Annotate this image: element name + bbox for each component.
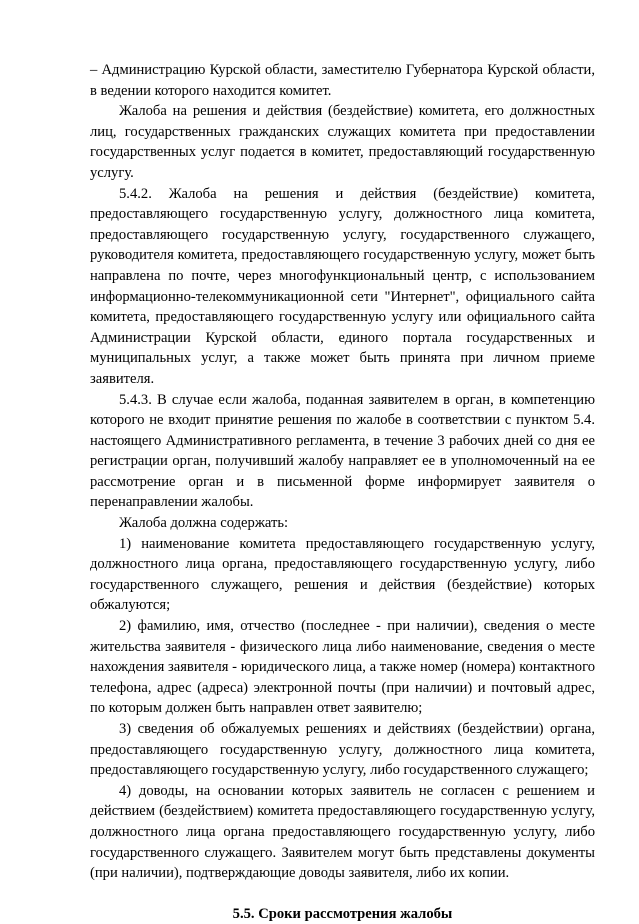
paragraph-complaint-contents: Жалоба должна содержать: [119,515,289,532]
section-heading: 5.5. Сроки рассмотрения жалобы [232,905,453,922]
document-page [90,60,595,924]
paragraph-5-4-3: 5.4.3. В случае если жалоба, поданная заявителем в орган, в компетенцию которого не входит принятие решения по жалобе в соответствии с пунктом 5.4. настоящего Административного регламента, в течение 3 рабочих дней со дня ее регистрации орган, получивший жалобу направляет ее в уполномоченный на ее рассмотрение орган и в письменной форме информирует заявителя о перенаправлении жалобы. [90,391,595,511]
list-item-1: 1) наименование комитета предоставляющего государственную услугу, должностного лица органа, предоставляющего государственную услугу, либо государственного служащего, решения и действия (бездействие) которых обжалуются; [90,535,595,614]
list-item-3: 3) сведения об обжалуемых решениях и действиях (бездействии) органа, предоставляющего государственную услугу, должностного лица комитета, предоставляющего государственную услугу, либо государственного служащего; [90,721,595,779]
list-item-2: 2) фамилию, имя, отчество (последнее - при наличии), сведения о месте жительства заявителя - физического лица либо наименование, сведения о месте нахождения заявителя - юридического лица, а также номер (номера) контактного телефона, адрес (адреса) электронной почты (при наличии) и почтовый адрес, по которым должен быть направлен ответ заявителю; [90,618,595,717]
paragraph-complaint-submission: Жалоба на решения и действия (бездействие) комитета, его должностных лиц, государственных гражданских служащих комитета при предоставлении государственных услуг подается в комитет, предоставляющий государственную услугу. [90,103,595,181]
paragraph-administration: – Администрацию Курской области, заместителю Губернатора Курской области, в ведении которого находится комитет. [90,62,595,99]
paragraph-5-4-2: 5.4.2. Жалоба на решения и действия (бездействие) комитета, предоставляющего государственную услугу, должностного лица комитета, предоставляющего государственную услугу, государственного служащего, руководителя комитета, предоставляющего государственную услугу, может быть направлена по почте, через многофункциональный центр, с использованием информационно-телекоммуникационной сети "Интернет", официального сайта комитета, предоставляющего государственную услугу или официального сайта Администрации Курской области, единого портала государственных и муниципальных услуг, а также может быть принята при личном приеме заявителя. [90,185,595,387]
list-item-4: 4) доводы, на основании которых заявитель не согласен с решением и действием (бездействием) комитета предоставляющего государственную услугу, должностного лица органа предоставляющего государственную услугу, либо государственного служащего. Заявителем могут быть представлены документы (при наличии), подтверждающие доводы заявителя, либо их копии. [90,782,595,882]
